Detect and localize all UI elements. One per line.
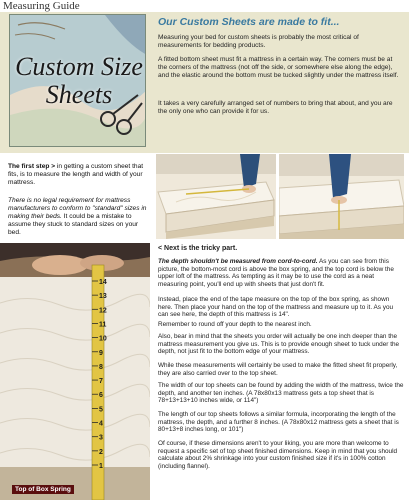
intro-paragraph-3: It takes a very carefully arranged set of numbers to bring that about, and you are the only one who can provide it for us. bbox=[158, 100, 393, 115]
legal-note: There is no legal requirement for mattress manufacturers to conform to "standard" sizes in making their beds. It could be a mistake to assume they stuck to standard sizes on your bed. bbox=[8, 197, 147, 236]
tape-number: 12 bbox=[99, 307, 107, 315]
tape-number: 4 bbox=[99, 420, 103, 428]
tricky-paragraph-4: Also, bear in mind that the sheets you order will actually be one inch deeper than the mattress measurement you give us. This is to provide enough sheet to tuck under the depth, not just fit to the bottom edge of your mattress. bbox=[158, 333, 400, 356]
hero-title: Custom Size Sheets bbox=[15, 52, 143, 109]
page-title: Measuring Guide bbox=[3, 0, 80, 12]
tape-number: 7 bbox=[99, 378, 103, 386]
tape-number: 14 bbox=[99, 279, 107, 286]
tape-number: 11 bbox=[99, 321, 107, 329]
tricky-paragraph-5: While these measurements will certainly be used to make the fitted sheet fit properly, they are also carried over to the top sheet. bbox=[158, 362, 398, 377]
tape-number: 10 bbox=[99, 335, 107, 343]
intro-paragraph-1: Measuring your bed for custom sheets is probably the most critical of measurements for bedding products. bbox=[158, 34, 359, 49]
tape-number: 6 bbox=[99, 392, 103, 400]
bed-photo-measuring-length bbox=[156, 154, 276, 239]
tricky-heading: < Next is the tricky part. bbox=[158, 245, 238, 252]
intro-heading: Our Custom Sheets are made to fit... bbox=[158, 16, 340, 28]
tape-number: 3 bbox=[99, 434, 103, 442]
tricky-paragraph-2: Instead, place the end of the tape measure on the top of the box spring, as shown here. Then place your hand on the top of the mattress and measure up to it. As you can see here, the depth of this mattress is 14". bbox=[158, 296, 394, 319]
box-spring-caption: Top of Box Spring bbox=[12, 485, 74, 494]
tape-number: 13 bbox=[99, 293, 107, 301]
tricky-paragraph-8: Of course, if these dimensions aren't to your liking, you are more than welcome to request a specific set of top sheet finished dimensions. Keep in mind that you should calculate about 2% shrinkage into your custom finished size if it's in 100% cotton (including flannel). bbox=[158, 440, 398, 470]
first-step-text: The first step > in getting a custom sheet that fits, is to measure the length and width of your mattress. bbox=[8, 163, 144, 186]
tape-number: 2 bbox=[99, 448, 103, 456]
tricky-paragraph-1: The depth shouldn't be measured from cord-to-cord. As you can see from this picture, the bottom-most cord is above the box spring, and the top cord is below the upper loft of the mattress. As tempting as it may be to use the cord as a neat measuring point, you'll end up with sheets that just don't fit. bbox=[158, 258, 394, 288]
intro-paragraph-2: A fitted bottom sheet must fit a mattress in a certain way. The corners must be at the corners of the mattress (not off the side, or somewhere else along the edge), and the elastic around the bottom must be tucked slightly under the mattress itself. bbox=[158, 56, 399, 79]
tricky-paragraph-3: Remember to round off your depth to the nearest inch. bbox=[158, 321, 312, 328]
tape-number: 8 bbox=[99, 363, 103, 371]
tape-number: 5 bbox=[99, 406, 103, 414]
hero-photo bbox=[9, 14, 146, 147]
tape-measure-photo bbox=[0, 243, 150, 500]
tricky-paragraph-7: The length of our top sheets follows a similar formula, incorporating the length of the mattress, the depth, and a further 8 inches. (A 78x80x12 mattress gets a sheet that is 80+13+8 inches long, or 101") bbox=[158, 411, 399, 434]
tape-number: 1 bbox=[99, 463, 103, 470]
tape-number: 9 bbox=[99, 349, 103, 357]
tricky-paragraph-6: The width of our top sheets can be found by adding the width of the mattress, twice the depth, and another ten inches. (A 78x80x13 mattress gets a top sheet that is 78+13+13+10 inches wide, or 114") bbox=[158, 382, 404, 405]
bed-photo-measuring-width bbox=[279, 154, 404, 239]
